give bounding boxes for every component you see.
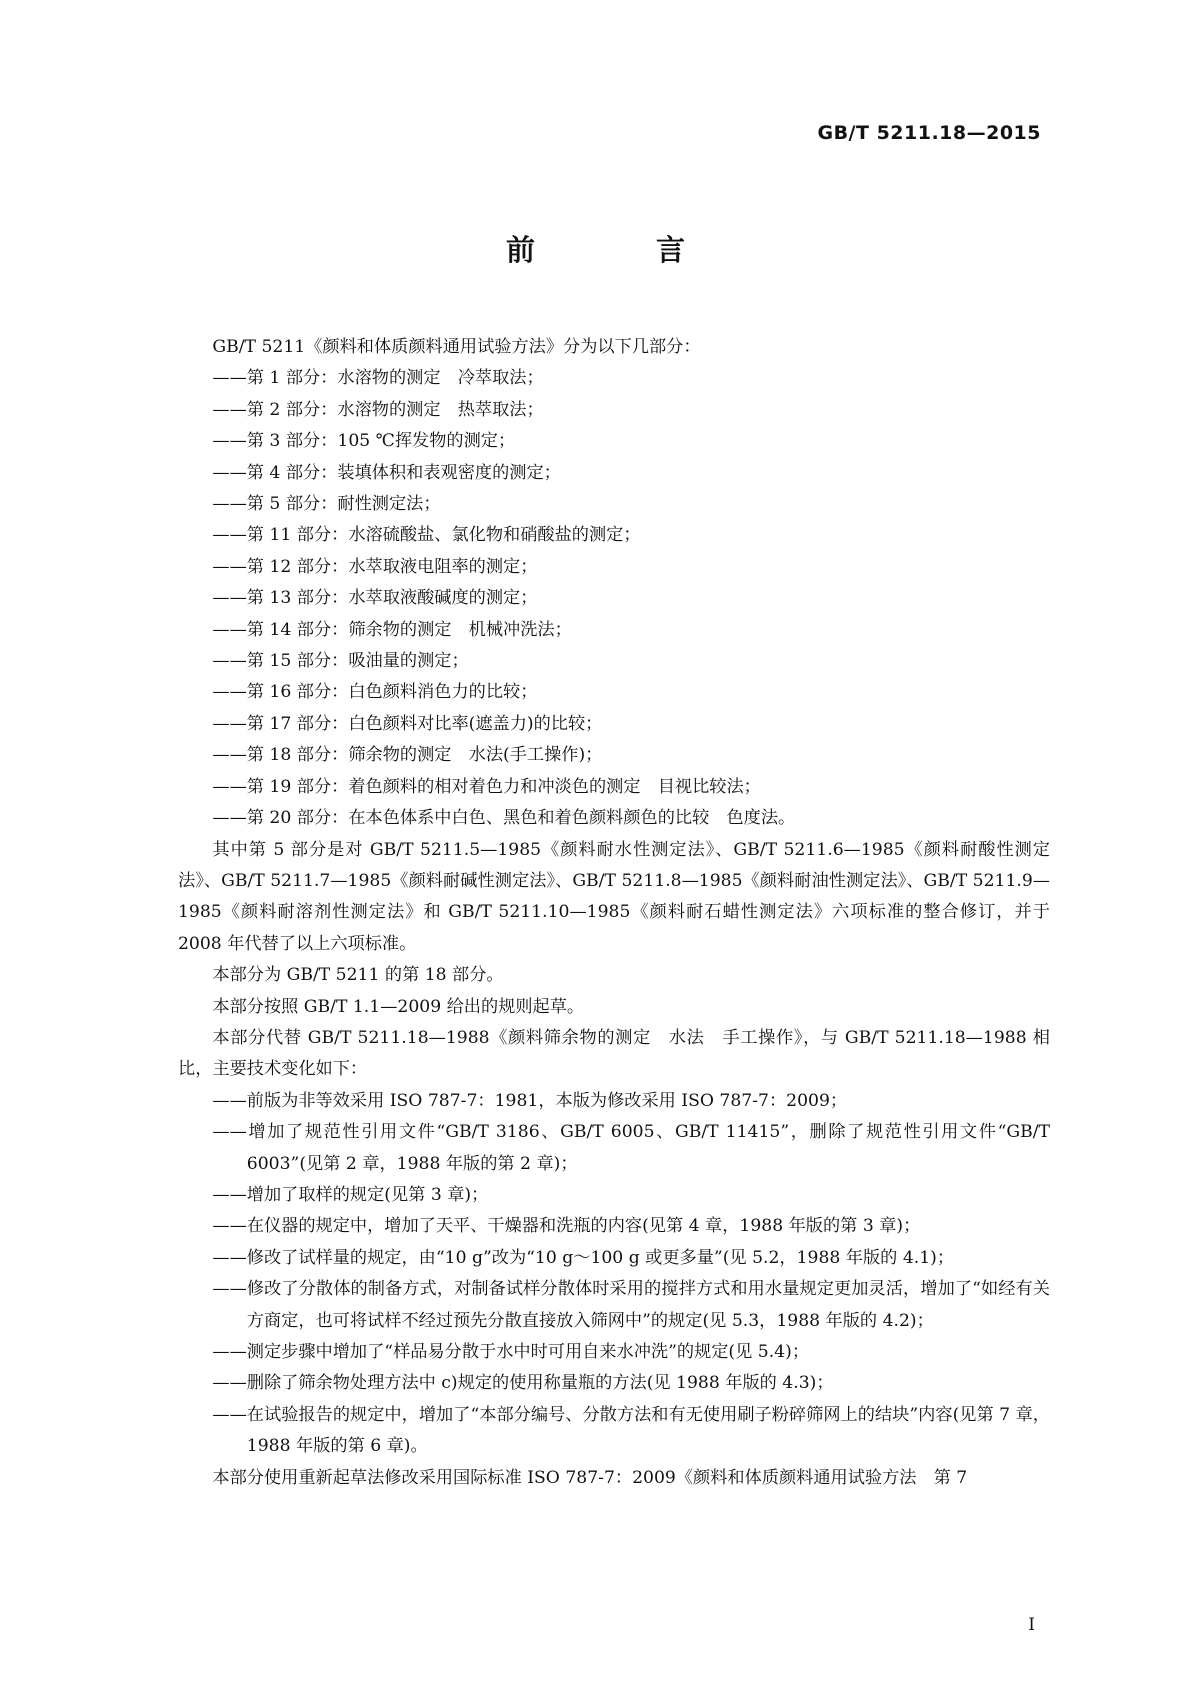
standard-number: GB/T 5211.18—2015	[817, 122, 1041, 144]
list-item: ——在试验报告的规定中，增加了“本部分编号、分散方法和有无使用刷子粉碎筛网上的结块”内容(见第 7 章，1988 年版的第 6 章)。	[212, 1404, 1050, 1457]
list-item: ——第 2 部分：水溶物的测定 热萃取法；	[212, 399, 544, 420]
list-item: ——第 11 部分：水溶硫酸盐、氯化物和硝酸盐的测定；	[212, 525, 641, 546]
list-item: ——第 17 部分：白色颜料对比率(遮盖力)的比较；	[212, 713, 603, 734]
drafting-rules-paragraph: 本部分按照 GB/T 1.1—2009 给出的规则起草。	[212, 996, 585, 1017]
list-item: ——第 19 部分：着色颜料的相对着色力和冲淡色的测定 目视比较法；	[212, 776, 761, 797]
adoption-paragraph: 本部分使用重新起草法修改采用国际标准 ISO 787-7：2009《颜料和体质颜料通用试验方法 第 7	[212, 1467, 968, 1488]
list-item: ——第 18 部分：筛余物的测定 水法(手工操作)；	[212, 745, 603, 766]
part5-note-paragraph: 其中第 5 部分是对 GB/T 5211.5—1985《颜料耐水性测定法》、GB/T 5211.6—1985《颜料耐酸性测定法》、GB/T 5211.7—1985《颜料耐碱性测定法》、GB/T 5211.8—1985《颜料耐油性测定法》、GB/T 5211.9—1985《颜料耐溶剂性测定法》和 GB/T 5211.10—1985《颜料耐石蜡性测定法》六项标准的整合修订，并于 2008 年代替了以上六项标准。	[178, 839, 1050, 954]
list-item: ——第 1 部分：水溶物的测定 冷萃取法；	[212, 368, 544, 389]
list-item: ——第 4 部分：装填体积和表观密度的测定；	[212, 462, 561, 483]
list-item: ——在仪器的规定中，增加了天平、干燥器和洗瓶的内容(见第 4 章，1988 年版的第 3 章)；	[212, 1216, 921, 1237]
page-number: I	[1028, 1615, 1035, 1635]
list-item: ——增加了规范性引用文件“GB/T 3186、GB/T 6005、GB/T 11415”，删除了规范性引用文件“GB/T 6003”(见第 2 章，1988 年版的第 2 章)；	[212, 1122, 1050, 1174]
list-item: ——修改了分散体的制备方式，对制备试样分散体时采用的搅拌方式和用水量规定更加灵活，增加了“如经有关方商定，也可将试样不经过预先分散直接放入筛网中”的规定(见 5.3，1988 年版的 4.2)；	[212, 1279, 1050, 1331]
list-item: ——前版为非等效采用 ISO 787-7：1981，本版为修改采用 ISO 787-7：2009；	[212, 1090, 848, 1111]
parts-list	[178, 363, 1050, 834]
this-part-paragraph: 本部分为 GB/T 5211 的第 18 部分。	[212, 965, 504, 986]
intro-paragraph: GB/T 5211《颜料和体质颜料通用试验方法》分为以下几部分：	[212, 337, 701, 357]
list-item: ——第 3 部分：105 ℃挥发物的测定；	[212, 431, 516, 452]
list-item: ——测定步骤中增加了“样品易分散于水中时可用自来水冲洗”的规定(见 5.4)；	[212, 1342, 810, 1362]
list-item: ——第 13 部分：水萃取液酸碱度的测定；	[212, 588, 538, 609]
list-item: ——第 15 部分：吸油量的测定；	[212, 651, 469, 672]
list-item: ——第 12 部分：水萃取液电阻率的测定；	[212, 556, 538, 577]
replaces-paragraph: 本部分代替 GB/T 5211.18—1988《颜料筛余物的测定 水法 手工操作》，与 GB/T 5211.18—1988 相比，主要技术变化如下：	[178, 1027, 1050, 1080]
list-item: ——删除了筛余物处理方法中 c)规定的使用称量瓶的方法(见 1988 年版的 4.3)；	[212, 1373, 834, 1394]
list-item: ——第 5 部分：耐性测定法；	[212, 494, 441, 515]
list-item: ——修改了试样量的规定，由“10 g”改为“10 g～100 g 或更多量”(见 5.2，1988 年版的 4.1)；	[212, 1247, 955, 1268]
list-item: ——第 20 部分：在本色体系中白色、黑色和着色颜料颜色的比较 色度法。	[212, 808, 796, 829]
foreword-body	[178, 332, 1050, 1494]
page-title: 前 言	[505, 233, 731, 267]
list-item: ——第 16 部分：白色颜料消色力的比较；	[212, 682, 538, 703]
list-item: ——增加了取样的规定(见第 3 章)；	[212, 1184, 489, 1205]
list-item: ——第 14 部分：筛余物的测定 机械冲洗法；	[212, 619, 572, 640]
changes-list	[178, 1086, 1050, 1463]
